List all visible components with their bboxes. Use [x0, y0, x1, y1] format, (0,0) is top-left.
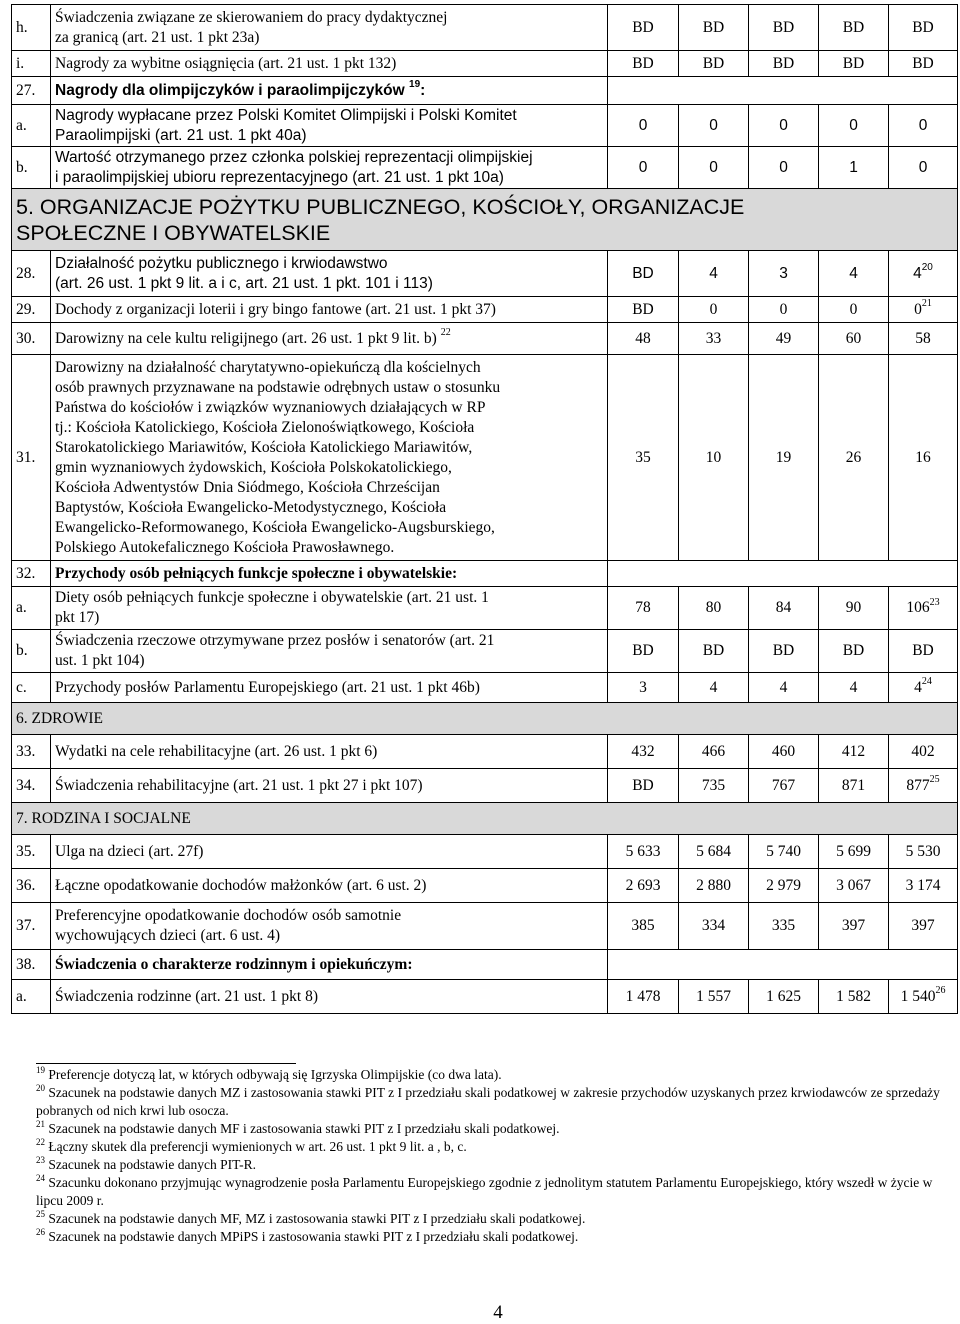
table-row	[12, 903, 958, 950]
value-cell: BD	[608, 297, 679, 323]
table-row	[12, 251, 958, 297]
section-header-row	[12, 803, 958, 835]
table-row	[12, 5, 958, 51]
row-description: Łączne opodatkowanie dochodów małżonków (art. 6 ust. 2)	[51, 869, 608, 903]
row-description	[51, 147, 608, 189]
row-number: 29.	[12, 297, 51, 323]
row-description-line: Kościoła Adwentystów Dnia Siódmego, Kościoła Chrześcijan	[55, 478, 440, 496]
row-description: Dochody z organizacji loterii i gry bingo fantowe (art. 21 ust. 1 pkt 37)	[51, 297, 608, 323]
value-cell: 0	[679, 105, 749, 147]
value-cell: 402	[889, 735, 958, 769]
value-cell: 80	[679, 587, 749, 630]
value-cell: BD	[608, 769, 679, 803]
footnote-number: 21	[36, 1118, 45, 1129]
footnote-ref: 25	[929, 774, 940, 786]
empty-cell	[608, 77, 958, 105]
table-row	[12, 835, 958, 869]
row-number: 36.	[12, 869, 51, 903]
value-cell: 35	[608, 355, 679, 561]
value-cell: 26	[819, 355, 889, 561]
table-row	[12, 980, 958, 1014]
row-number: 30.	[12, 323, 51, 355]
value-cell: 3	[749, 251, 819, 297]
row-description-colon: :	[420, 81, 426, 99]
value-cell: BD	[679, 630, 749, 673]
table-row	[12, 297, 958, 323]
footnote	[36, 1156, 951, 1174]
preferences-table	[11, 4, 958, 1014]
value-cell: 397	[819, 903, 889, 950]
row-description-line: Nagrody wypłacane przez Polski Komitet Olimpijski i Polski Komitet	[55, 106, 517, 124]
value-cell: 60	[819, 323, 889, 355]
footnote	[36, 1210, 951, 1228]
row-description-line: Preferencyjne opodatkowanie dochodów osób samotnie	[55, 907, 402, 924]
value-cell: 5 633	[608, 835, 679, 869]
row-number: a.	[12, 587, 51, 630]
row-description-line: Państwa do kościołów i związków wyznaniowych działających w RP	[55, 398, 486, 416]
value-cell: BD	[679, 5, 749, 51]
row-description-line: Paraolimpijski (art. 21 ust. 1 pkt 40a)	[55, 126, 307, 144]
row-description-line: i paraolimpijskiej ubioru reprezentacyjnego (art. 21 ust. 1 pkt 10a)	[55, 168, 504, 186]
footnote-number: 26	[36, 1226, 45, 1237]
row-description-line: Świadczenia związane ze skierowaniem do pracy dydaktycznej	[55, 8, 448, 26]
row-description	[51, 355, 608, 561]
value-text: 4	[913, 264, 922, 282]
footnote-number: 24	[36, 1172, 45, 1183]
value-cell: 0	[889, 105, 958, 147]
value-cell: 4	[749, 673, 819, 703]
value-text: 0	[914, 300, 922, 318]
section-title-line: 5. ORGANIZACJE POŻYTKU PUBLICZNEGO, KOŚCIOŁY, ORGANIZACJE	[16, 194, 745, 219]
section-header	[12, 189, 958, 251]
footnote	[36, 1120, 951, 1138]
row-description: Świadczenia rehabilitacyjne (art. 21 ust. 1 pkt 27 i pkt 107)	[51, 769, 608, 803]
footnote-ref: 19	[409, 79, 421, 91]
footnote-number: 20	[36, 1082, 45, 1093]
footnote-text: Szacunek na podstawie danych PIT-R.	[48, 1157, 256, 1172]
footnote-ref: 26	[935, 985, 946, 997]
value-cell: 2 880	[679, 869, 749, 903]
row-number: 28.	[12, 251, 51, 297]
footnote-number: 23	[36, 1154, 45, 1165]
footnote-number: 22	[36, 1136, 45, 1147]
footnote	[36, 1174, 951, 1210]
value-cell: BD	[608, 51, 679, 77]
table-row	[12, 561, 958, 587]
section-header: 6. ZDROWIE	[12, 703, 958, 735]
footnotes	[36, 1066, 951, 1246]
table-row	[12, 673, 958, 703]
value-cell: 58	[889, 323, 958, 355]
row-description-line: Darowizny na działalność charytatywno-opiekuńczą dla kościelnych	[55, 358, 481, 376]
value-cell: BD	[889, 630, 958, 673]
value-cell: 1 478	[608, 980, 679, 1014]
table-row	[12, 769, 958, 803]
value-cell: 78	[608, 587, 679, 630]
empty-cell	[608, 950, 958, 980]
value-cell: 5 530	[889, 835, 958, 869]
row-number: i.	[12, 51, 51, 77]
row-description-line: gmin wyznaniowych żydowskich, Kościoła Polskokatolickiego,	[55, 458, 452, 476]
row-description-line: pkt 17)	[55, 609, 100, 626]
value-cell	[889, 769, 958, 803]
footnote-ref: 23	[929, 596, 940, 608]
table-row	[12, 355, 958, 561]
row-description-line: wychowujących dzieci (art. 6 ust. 4)	[55, 927, 281, 944]
value-cell: 335	[749, 903, 819, 950]
value-cell: 5 699	[819, 835, 889, 869]
value-cell	[889, 251, 958, 297]
row-description-line: Starokatolickiego Mariawitów, Kościoła Katolickiego Mariawitów,	[55, 438, 473, 456]
table-row	[12, 323, 958, 355]
value-text: 4	[914, 678, 922, 696]
value-cell: 4	[819, 251, 889, 297]
footnote-number: 19	[36, 1064, 45, 1075]
value-cell	[889, 587, 958, 630]
value-cell: 1 557	[679, 980, 749, 1014]
row-description-line: Diety osób pełniących funkcje społeczne i obywatelskie (art. 21 ust. 1	[55, 589, 489, 606]
footnote	[36, 1138, 951, 1156]
value-cell: BD	[819, 51, 889, 77]
table-row	[12, 630, 958, 673]
row-description: Ulga na dzieci (art. 27f)	[51, 835, 608, 869]
footnote-text: Szacunek na podstawie danych MF, MZ i zastosowania stawki PIT z I przedziału skali podatkowej.	[48, 1211, 586, 1226]
row-description-line: Ewangelicko-Reformowanego, Kościoła Ewangelicko-Augsburskiego,	[55, 518, 495, 536]
footnote-text: Szacunku dokonano przyjmując wynagrodzenie posła Parlamentu Europejskiego zgodnie z jednolitym statutem Parlamentu Europejskiego, który wszedł w życie w lipcu 2009 r.	[36, 1175, 933, 1208]
table-row	[12, 77, 958, 105]
row-description-line: (art. 26 ust. 1 pkt 9 lit. a i c, art. 21 ust. 1 pkt. 101 i 113)	[55, 274, 433, 292]
table-row	[12, 51, 958, 77]
row-number: 33.	[12, 735, 51, 769]
row-description-line: za granicą (art. 21 ust. 1 pkt 23a)	[55, 28, 260, 46]
empty-cell	[608, 561, 958, 587]
row-description	[51, 903, 608, 950]
row-description-line: Wartość otrzymanego przez członka polskiej reprezentacji olimpijskiej	[55, 148, 533, 166]
value-cell: 412	[819, 735, 889, 769]
table-row	[12, 147, 958, 189]
row-description-line: Świadczenia rzeczowe otrzymywane przez posłów i senatorów (art. 21	[55, 632, 495, 649]
value-cell: 90	[819, 587, 889, 630]
row-description	[51, 323, 608, 355]
value-cell: 334	[679, 903, 749, 950]
value-cell: 4	[679, 673, 749, 703]
value-cell: BD	[749, 51, 819, 77]
table-row	[12, 950, 958, 980]
value-cell: 2 979	[749, 869, 819, 903]
value-cell: 84	[749, 587, 819, 630]
value-cell: 5 740	[749, 835, 819, 869]
value-cell: 1 625	[749, 980, 819, 1014]
footnote-text: Szacunek na podstawie danych MZ i zastosowania stawki PIT z I przedziału skali podatkowej w zakresie przychodów uzyskanych przez krwiodawców ze sprzedaży pobranych od nich krwi lub osocza.	[36, 1085, 940, 1118]
page-number: 4	[493, 1302, 503, 1323]
value-cell: 0	[608, 105, 679, 147]
value-cell: BD	[749, 630, 819, 673]
value-cell: 10	[679, 355, 749, 561]
footnote-ref: 20	[921, 262, 933, 274]
footnote-text: Szacunek na podstawie danych MPiPS i zastosowania stawki PIT z I przedziału skali podatkowej.	[48, 1229, 579, 1244]
row-description	[51, 587, 608, 630]
value-text: 106	[906, 599, 930, 616]
value-cell: 1 582	[819, 980, 889, 1014]
row-description	[51, 77, 608, 105]
section-title-line: SPOŁECZNE I OBYWATELSKIE	[16, 220, 331, 245]
value-cell: 397	[889, 903, 958, 950]
table-row	[12, 869, 958, 903]
row-description-text: Darowizny na cele kultu religijnego (art. 26 ust. 1 pkt 9 lit. b)	[55, 329, 437, 347]
row-number: 37.	[12, 903, 51, 950]
row-description-text: Nagrody dla olimpijczyków i paraolimpijczyków	[55, 81, 405, 99]
row-number: h.	[12, 5, 51, 51]
footnote-text: Szacunek na podstawie danych MF i zastosowania stawki PIT z I przedziału skali podatkowej.	[48, 1121, 560, 1136]
row-description: Świadczenia o charakterze rodzinnym i opiekuńczym:	[51, 950, 608, 980]
value-cell: BD	[819, 630, 889, 673]
row-description-line: Działalność pożytku publicznego i krwiodawstwo	[55, 254, 388, 272]
row-description-line: ust. 1 pkt 104)	[55, 652, 145, 669]
value-cell: 0	[819, 105, 889, 147]
row-number: c.	[12, 673, 51, 703]
value-cell: 432	[608, 735, 679, 769]
value-cell: 767	[749, 769, 819, 803]
value-cell: BD	[889, 51, 958, 77]
row-description	[51, 5, 608, 51]
value-cell: 49	[749, 323, 819, 355]
row-number: 32.	[12, 561, 51, 587]
footnote-ref: 24	[921, 676, 932, 688]
value-cell: 3 067	[819, 869, 889, 903]
value-cell: 3	[608, 673, 679, 703]
value-cell	[889, 673, 958, 703]
section-header: 7. RODZINA I SOCJALNE	[12, 803, 958, 835]
value-cell: 5 684	[679, 835, 749, 869]
row-description	[51, 630, 608, 673]
row-number: b.	[12, 630, 51, 673]
row-number: 38.	[12, 950, 51, 980]
value-cell: 871	[819, 769, 889, 803]
table-row	[12, 105, 958, 147]
row-description: Przychody posłów Parlamentu Europejskiego (art. 21 ust. 1 pkt 46b)	[51, 673, 608, 703]
footnote-text: Łączny skutek dla preferencji wymienionych w art. 26 ust. 1 pkt 9 lit. a , b, c.	[48, 1139, 467, 1154]
row-number: 27.	[12, 77, 51, 105]
value-cell: 48	[608, 323, 679, 355]
row-description: Nagrody za wybitne osiągnięcia (art. 21 ust. 1 pkt 132)	[51, 51, 608, 77]
row-number: a.	[12, 980, 51, 1014]
row-description	[51, 105, 608, 147]
row-description: Świadczenia rodzinne (art. 21 ust. 1 pkt 8)	[51, 980, 608, 1014]
value-cell: 385	[608, 903, 679, 950]
value-cell: 466	[679, 735, 749, 769]
row-description	[51, 251, 608, 297]
section-header-row	[12, 189, 958, 251]
footnote-ref: 21	[921, 298, 932, 310]
value-cell: 0	[679, 147, 749, 189]
value-cell: 19	[749, 355, 819, 561]
row-number: 31.	[12, 355, 51, 561]
footnote	[36, 1228, 951, 1246]
value-cell	[889, 297, 958, 323]
value-cell: 16	[889, 355, 958, 561]
value-cell: 0	[749, 297, 819, 323]
value-cell: 0	[679, 297, 749, 323]
footnote-text: Preferencje dotyczą lat, w których odbywają się Igrzyska Olimpijskie (co dwa lata).	[48, 1067, 502, 1082]
value-cell: 0	[889, 147, 958, 189]
value-cell: 0	[749, 105, 819, 147]
value-cell: 0	[608, 147, 679, 189]
footnote-separator	[36, 1063, 296, 1064]
footnote	[36, 1066, 951, 1084]
value-cell: 460	[749, 735, 819, 769]
value-cell: BD	[819, 5, 889, 51]
row-number: a.	[12, 105, 51, 147]
row-description-line: Baptystów, Kościoła Ewangelicko-Metodystycznego, Kościoła	[55, 498, 447, 516]
value-cell: 33	[679, 323, 749, 355]
value-cell: 0	[819, 297, 889, 323]
value-cell: 4	[679, 251, 749, 297]
value-cell: 0	[749, 147, 819, 189]
section-header-row	[12, 703, 958, 735]
value-cell: BD	[889, 5, 958, 51]
value-cell: BD	[608, 5, 679, 51]
table-row	[12, 735, 958, 769]
row-description: Wydatki na cele rehabilitacyjne (art. 26 ust. 1 pkt 6)	[51, 735, 608, 769]
value-cell: 2 693	[608, 869, 679, 903]
row-number: 34.	[12, 769, 51, 803]
row-description-line: osób prawnych przyznawane na podstawie odrębnych ustaw o stosunku	[55, 378, 501, 396]
footnote	[36, 1084, 951, 1120]
value-cell: 3 174	[889, 869, 958, 903]
value-cell: 4	[819, 673, 889, 703]
value-cell: 1	[819, 147, 889, 189]
value-cell: BD	[749, 5, 819, 51]
value-cell: BD	[608, 630, 679, 673]
value-cell: 735	[679, 769, 749, 803]
value-cell: BD	[608, 251, 679, 297]
table-row	[12, 587, 958, 630]
footnote-number: 25	[36, 1208, 45, 1219]
value-text: 1 540	[900, 987, 936, 1005]
value-cell	[889, 980, 958, 1014]
value-cell: BD	[679, 51, 749, 77]
value-text: 877	[906, 776, 930, 794]
row-description-line: Polskiego Autokefalicznego Kościoła Prawosławnego.	[55, 538, 395, 556]
row-number: b.	[12, 147, 51, 189]
footnote-ref: 22	[440, 327, 451, 339]
row-description-line: tj.: Kościoła Katolickiego, Kościoła Zielonoświątkowego, Kościoła	[55, 418, 475, 436]
row-description: Przychody osób pełniących funkcje społeczne i obywatelskie:	[51, 561, 608, 587]
row-number: 35.	[12, 835, 51, 869]
